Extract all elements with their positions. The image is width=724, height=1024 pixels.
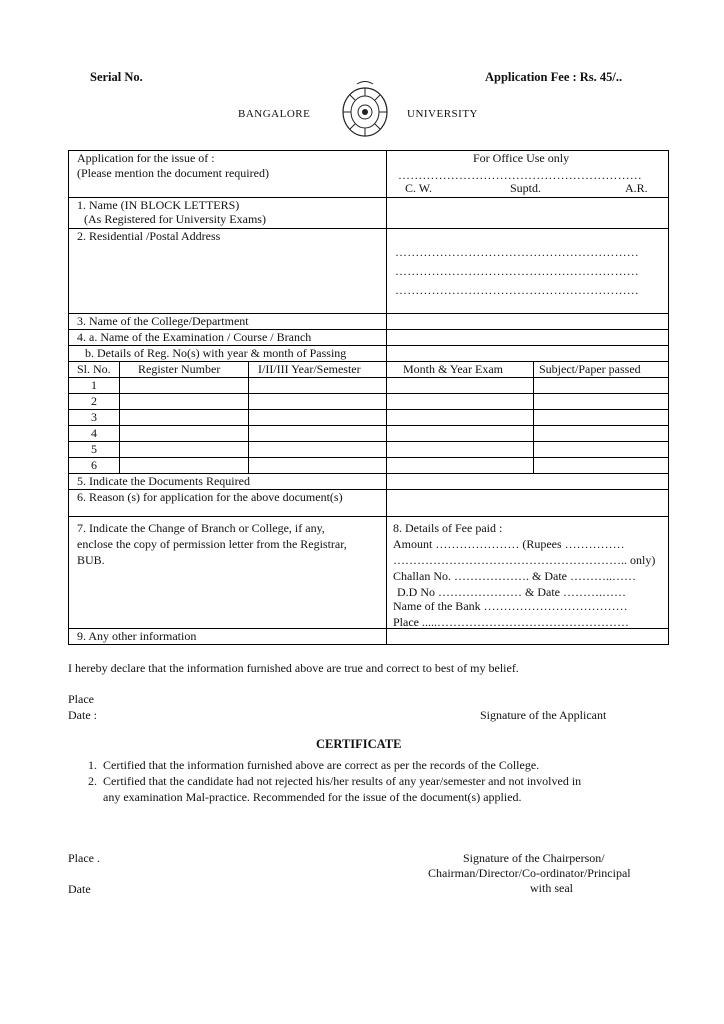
name-sub-label: (As Registered for University Exams) [84, 212, 266, 226]
university-seal-icon [330, 80, 400, 140]
reg-details-label: b. Details of Reg. No(s) with year & month of Passing [85, 346, 347, 360]
certificate-item-1: 1. Certified that the information furnished above are correct as per the records of the College. [88, 758, 540, 772]
address-dots-1: …………………………………………………… [395, 245, 639, 259]
application-fee-label: Application Fee : Rs. 45/.. [485, 70, 623, 84]
change-branch-line2: enclose the copy of permission letter from the Registrar, [77, 537, 347, 551]
certificate-item-2-line2: any examination Mal-practice. Recommended for the issue of the document(s) applied. [103, 790, 522, 804]
fee-only: ………………………………………………….. only) [393, 553, 656, 567]
month-year-exam-header: Month & Year Exam [403, 362, 503, 376]
fee-dd: D.D No ………………… & Date ……….…… [397, 585, 626, 599]
table-row-number: 3 [91, 410, 97, 424]
declaration-date: Date : [68, 708, 97, 722]
table-row-number: 2 [91, 394, 97, 408]
application-for-label: Application for the issue of : [77, 151, 215, 165]
certificate-place: Place . [68, 851, 100, 865]
office-use-label: For Office Use only [473, 151, 570, 165]
certificate-item-2-line1: 2. Certified that the candidate had not rejected his/her results of any year/semester and not involved in [88, 774, 582, 788]
name-label: 1. Name (IN BLOCK LETTERS) [77, 198, 240, 212]
certificate-date: Date [68, 882, 91, 896]
fee-bank: Name of the Bank ……………………………… [393, 599, 628, 613]
sl-no-header: Sl. No. [77, 362, 111, 376]
fee-title: 8. Details of Fee paid : [393, 521, 503, 535]
documents-label: 5. Indicate the Documents Required [77, 474, 250, 488]
college-label: 3. Name of the College/Department [77, 314, 249, 328]
year-semester-header: I/II/III Year/Semester [258, 362, 361, 376]
certificate-title: CERTIFICATE [316, 737, 402, 751]
chairperson-signature-line2: Chairman/Director/Co-ordinator/Principal [428, 866, 631, 880]
table-row-number: 6 [91, 458, 97, 472]
university-name-right: UNIVERSITY [407, 108, 478, 120]
chairperson-signature-line3: with seal [530, 881, 573, 895]
address-dots-2: …………………………………………………… [395, 264, 639, 278]
university-name-left: BANGALORE [238, 108, 311, 120]
office-ar-label: A.R. [625, 181, 648, 195]
reason-label: 6. Reason (s) for application for the above document(s) [77, 490, 343, 504]
office-supdt-label: Suptd. [510, 181, 542, 195]
mention-document-label: (Please mention the document required) [77, 166, 269, 180]
office-cw-label: C. W. [405, 181, 433, 195]
table-row-number: 5 [91, 442, 97, 456]
fee-place: Place .....………………………………………… [393, 615, 629, 629]
other-info-label: 9. Any other information [77, 629, 197, 643]
address-dots-3: …………………………………………………… [395, 283, 639, 297]
register-number-header: Register Number [138, 362, 221, 376]
office-use-dots: …………………………………………………… [398, 168, 642, 182]
table-row-number: 1 [91, 378, 97, 392]
declaration-text: I hereby declare that the information furnished above are true and correct to best of my belief. [68, 661, 519, 675]
serial-number-label: Serial No. [90, 70, 143, 84]
fee-challan: Challan No. ………………. & Date ………..…… [393, 569, 636, 583]
table-row-number: 4 [91, 426, 97, 440]
declaration-place: Place [68, 692, 94, 706]
subject-passed-header: Subject/Paper passed [539, 362, 641, 376]
change-branch-line3: BUB. [77, 553, 105, 567]
fee-amount: Amount ………………… (Rupees …………… [393, 537, 625, 551]
chairperson-signature-line1: Signature of the Chairperson/ [463, 851, 605, 865]
applicant-signature-label: Signature of the Applicant [480, 708, 607, 722]
address-label: 2. Residential /Postal Address [77, 229, 221, 243]
change-branch-line1: 7. Indicate the Change of Branch or College, if any, [77, 521, 325, 535]
exam-label: 4. a. Name of the Examination / Course / Branch [77, 330, 312, 344]
